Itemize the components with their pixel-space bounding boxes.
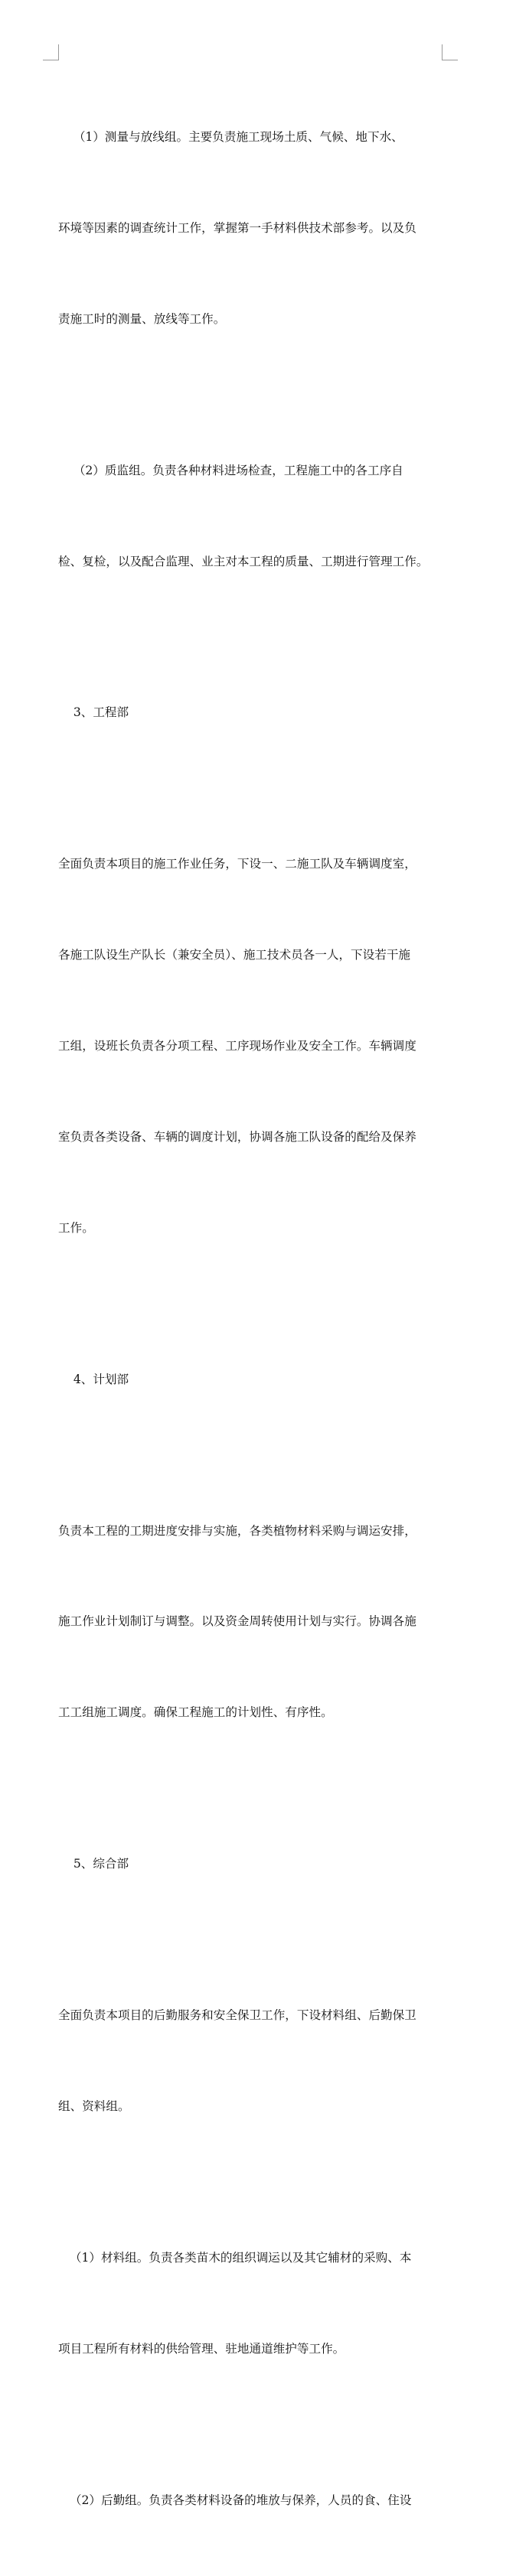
text-line: （2）后勤组。负责各类材料设备的堆放与保养，人员的食、住设 xyxy=(58,2493,412,2507)
paragraph-logistics-group xyxy=(58,2425,443,2576)
text-line: 工组，设班长负责各分项工程、工序现场作业及安全工作。车辆调度 xyxy=(58,1039,416,1053)
text-line: 项目工程所有材料的供给管理、驻地通道维护等工作。 xyxy=(58,2341,345,2356)
paragraph-planning-dept xyxy=(58,1455,443,1789)
text-line: 组、资料组。 xyxy=(58,2099,130,2113)
paragraph-quality-group xyxy=(58,396,443,638)
text-line: 工作。 xyxy=(58,1220,94,1235)
text-line: 5、综合部 xyxy=(58,1857,129,1871)
paragraph-general-dept xyxy=(58,1940,443,2183)
text-line: 全面负责本项目的后勤服务和安全保卫工作，下设材料组、后勤保卫 xyxy=(58,2008,416,2022)
text-line: 检、复检，以及配合监理、业主对本工程的质量、工期进行管理工作。 xyxy=(58,554,429,568)
text-line: 工工组施工调度。确保工程施工的计划性、有序性。 xyxy=(58,1705,333,1720)
heading-general-dept xyxy=(58,1789,443,1940)
text-line: （1）材料组。负责各类苗木的组织调运以及其它辅材的采购、本 xyxy=(58,2250,412,2265)
text-line: （2）质监组。负责各种材料进场检查，工程施工中的各工序自 xyxy=(58,463,403,477)
paragraph-material-group xyxy=(58,2183,443,2425)
text-line: 全面负责本项目的施工作业任务，下设一、二施工队及车辆调度室， xyxy=(58,857,416,871)
text-line: 环境等因素的调查统计工作，掌握第一手材料供技术部参考。以及负 xyxy=(58,220,416,235)
document-body xyxy=(58,62,443,2576)
text-line: 负责本工程的工期进度安排与实施，各类植物材料采购与调运安排， xyxy=(58,1523,416,1538)
text-line: 4、计划部 xyxy=(58,1372,129,1386)
text-line: （1）测量与放线组。主要负责施工现场土质、气候、地下水、 xyxy=(58,130,403,145)
heading-planning-dept xyxy=(58,1304,443,1455)
text-line: 施工作业计划制订与调整。以及资金周转使用计划与实行。协调各施 xyxy=(58,1614,416,1629)
text-line: 3、工程部 xyxy=(58,705,129,720)
text-line: 室负责各类设备、车辆的调度计划，协调各施工队设备的配给及保养 xyxy=(58,1129,416,1144)
paragraph-survey-group xyxy=(58,62,443,396)
heading-engineering-dept xyxy=(58,637,443,789)
crop-mark-top-left xyxy=(43,44,59,60)
text-line: 各施工队设生产队长（兼安全员）、施工技术员各一人，下设若干施 xyxy=(58,948,411,962)
text-line: 责施工时的测量、放线等工作。 xyxy=(58,311,226,326)
paragraph-engineering-dept xyxy=(58,789,443,1304)
crop-mark-top-right xyxy=(442,44,458,60)
